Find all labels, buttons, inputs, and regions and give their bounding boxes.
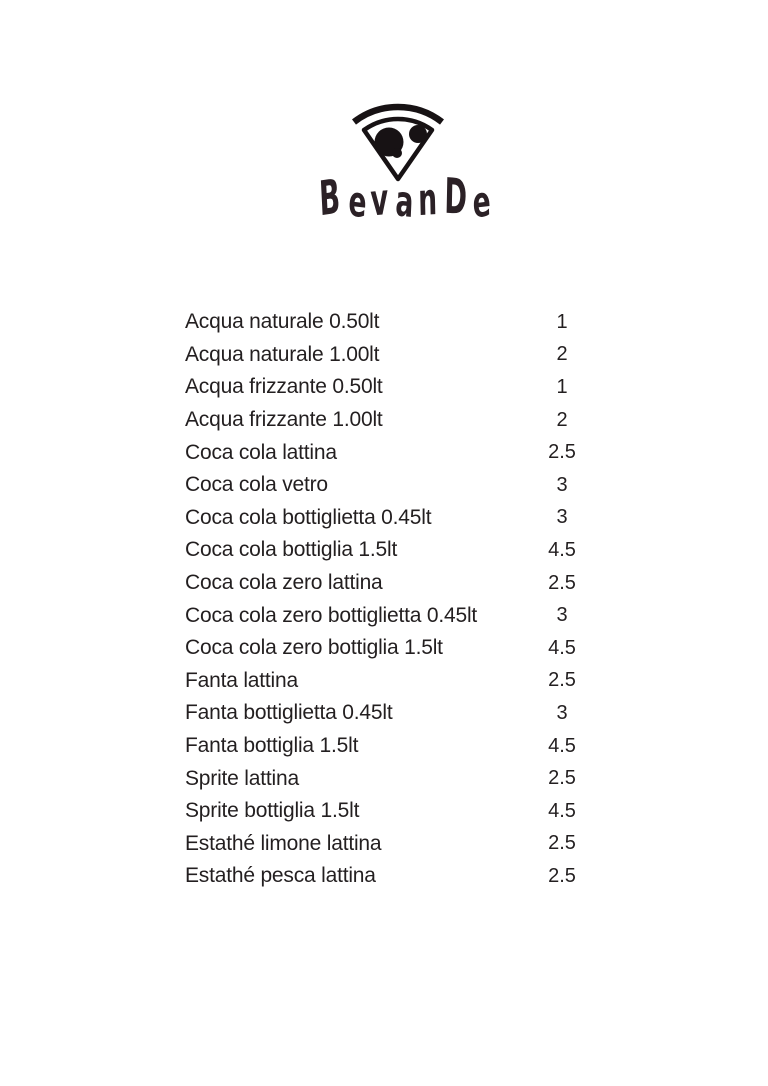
menu-item-row — [185, 469, 589, 502]
menu-item-price: 3 — [556, 701, 568, 724]
menu-item-row — [185, 762, 589, 795]
menu-item-row — [185, 730, 589, 763]
menu-item-name: Fanta bottiglietta 0.45lt — [185, 701, 393, 725]
menu-item-price: 2.5 — [548, 832, 576, 855]
menu-item-price: 1 — [556, 375, 568, 398]
menu-item-name: Coca cola zero bottiglietta 0.45lt — [185, 603, 478, 627]
menu-item-row — [185, 502, 589, 535]
menu-item-price: 2.5 — [548, 441, 576, 464]
menu-item-name: Coca cola zero bottiglia 1.5lt — [185, 636, 443, 660]
menu-item-name: Coca cola zero lattina — [185, 571, 383, 595]
menu-item-price: 3 — [556, 604, 568, 627]
menu-item-row — [185, 306, 589, 339]
menu-item-row — [185, 534, 589, 567]
menu-item-price: 2.5 — [548, 767, 576, 790]
menu-item-price: 2.5 — [548, 571, 576, 594]
menu-item-name: Sprite bottiglia 1.5lt — [185, 799, 360, 823]
menu-item-name: Fanta bottiglia 1.5lt — [185, 734, 359, 758]
menu-item-row — [185, 860, 589, 893]
menu-item-name: Acqua frizzante 0.50lt — [185, 375, 383, 399]
menu-item-row — [185, 632, 589, 665]
menu-item-price: 2 — [556, 408, 568, 431]
menu-item-row — [185, 339, 589, 372]
menu-item-name: Sprite lattina — [185, 766, 299, 790]
menu-item-name: Fanta lattina — [185, 668, 298, 692]
menu-item-price: 3 — [556, 473, 568, 496]
menu-item-row — [185, 404, 589, 437]
menu-item-name: Acqua frizzante 1.00lt — [185, 408, 383, 432]
menu-item-name: Coca cola lattina — [185, 440, 337, 464]
menu-item-row — [185, 665, 589, 698]
menu-item-price: 1 — [556, 310, 568, 333]
menu-item-name: Acqua naturale 1.00lt — [185, 342, 380, 366]
menu-item-row — [185, 436, 589, 469]
menu-item-name: Estathé limone lattina — [185, 831, 382, 855]
menu-item-name: Coca cola vetro — [185, 473, 328, 497]
menu-item-row — [185, 567, 589, 600]
menu-item-row — [185, 697, 589, 730]
page-title: B ev an De — [317, 168, 493, 229]
menu-item-price: 4.5 — [548, 636, 576, 659]
menu-item-row — [185, 371, 589, 404]
menu-item-name: Coca cola bottiglietta 0.45lt — [185, 505, 432, 529]
menu-item-price: 4.5 — [548, 538, 576, 561]
menu-item-row — [185, 795, 589, 828]
menu-item-name: Coca cola bottiglia 1.5lt — [185, 538, 398, 562]
menu-item-price: 4.5 — [548, 799, 576, 822]
menu-item-price: 2.5 — [548, 669, 576, 692]
menu-item-price: 2 — [556, 343, 568, 366]
menu-item-name: Estathé pesca lattina — [185, 864, 376, 888]
menu-item-row — [185, 828, 589, 861]
menu-item-row — [185, 599, 589, 632]
menu-item-price: 2.5 — [548, 864, 576, 887]
menu-item-price: 4.5 — [548, 734, 576, 757]
beverage-list — [185, 306, 589, 893]
menu-item-price: 3 — [556, 506, 568, 529]
menu-item-name: Acqua naturale 0.50lt — [185, 310, 380, 334]
